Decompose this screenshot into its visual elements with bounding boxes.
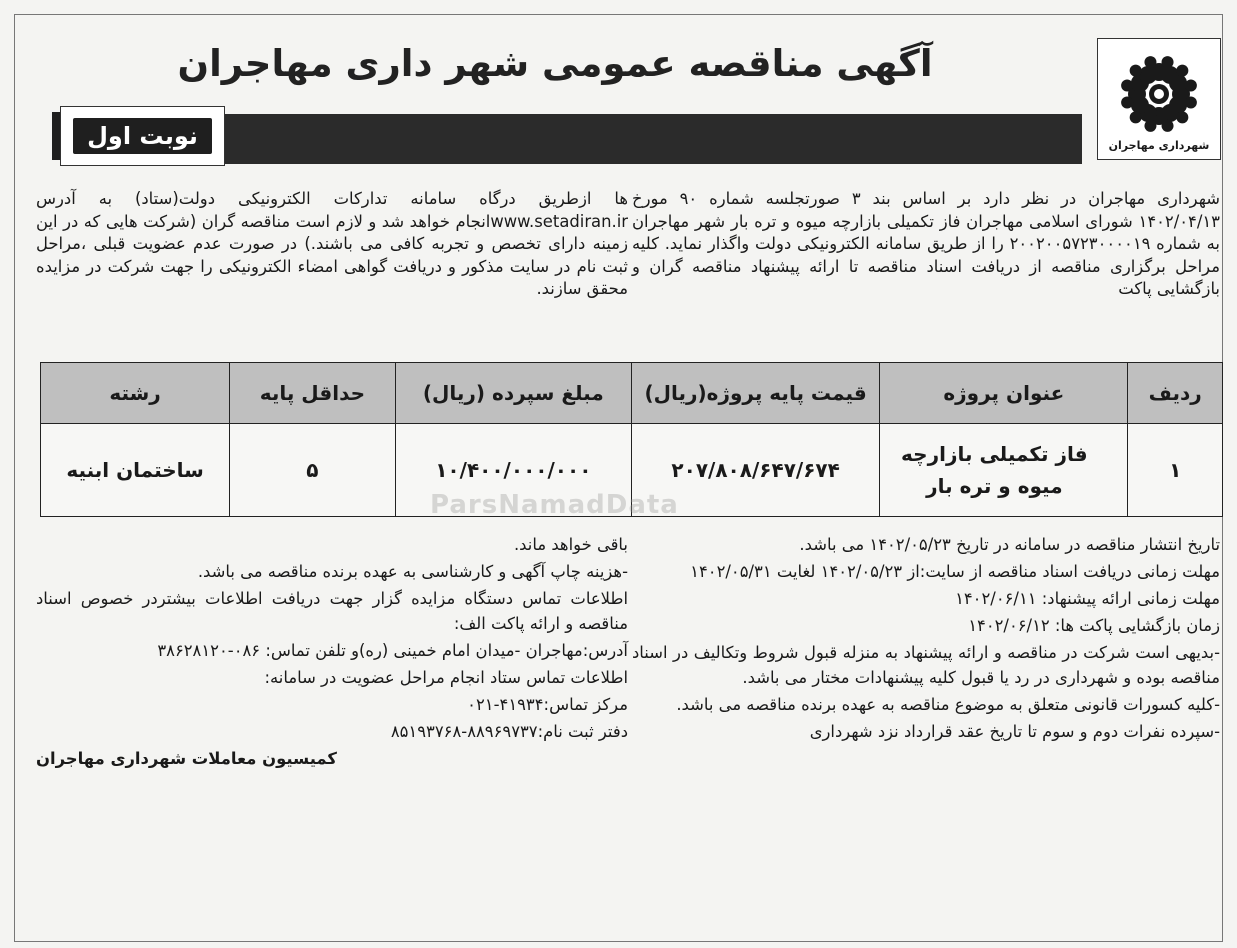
cell-row-number: ۱ xyxy=(1128,424,1223,517)
contact-address: آدرس:مهاجران -میدان امام خمینی (ره)و تلفن تماس: ۰۸۶-۳۸۶۲۸۱۲۰ xyxy=(157,641,628,660)
logo-petal xyxy=(1169,74,1187,92)
note-acceptance: -بدیهی است شرکت در مناقصه و ارائه پیشنهاد به منزله قبول شروط وتکالیف در اسناد مناقصه بوده و شهرداری در رد یا قبول کلیه پیشنهادات مختار می باشد. xyxy=(632,643,1220,687)
flower-emblem-icon xyxy=(1116,51,1202,137)
cell-project-title: فاز تکمیلی بازارچه میوه و تره بار xyxy=(880,424,1128,517)
logo-outer-petal xyxy=(1185,79,1197,91)
col-header-base-price: قیمت پایه پروژه(ریال) xyxy=(632,363,880,424)
details-right-column xyxy=(632,532,1220,746)
watermark: ParsNamadData xyxy=(430,490,679,520)
col-header-min-grade: حداقل پایه xyxy=(230,363,395,424)
logo-outer-petal xyxy=(1176,65,1188,77)
bid-deadline: مهلت زمانی ارائه پیشنهاد: ۱۴۰۲/۰۶/۱۱ xyxy=(955,589,1220,608)
municipality-logo xyxy=(1097,38,1221,160)
round-badge xyxy=(60,106,225,166)
note-deductions: -کلیه کسورات قانونی متعلق به موضوع مناقصه به عهده برنده مناقصه می باشد. xyxy=(676,695,1220,714)
logo-outer-petal xyxy=(1121,97,1133,109)
note-deposit: -سپرده نفرات دوم و سوم تا تاریخ عقد قرارداد نزد شهرداری xyxy=(809,722,1220,741)
publish-date: تاریخ انتشار مناقصه در سامانه در تاریخ ۱۴۰۲/۰۵/۲۳ می باشد. xyxy=(799,535,1220,554)
logo-outer-petal xyxy=(1144,120,1156,132)
contact-heading: اطلاعات تماس دستگاه مزایده گزار جهت دریافت اطلاعات بیشتردر خصوص اسناد مناقصه و ارائه پاکت الف: xyxy=(36,589,628,633)
logo-caption: شهرداری مهاجران xyxy=(1108,139,1210,152)
opening-date: زمان بازگشایی پاکت ها: ۱۴۰۲/۰۶/۱۲ xyxy=(968,616,1220,635)
table-header-row xyxy=(41,363,1223,424)
logo-outer-petal xyxy=(1130,65,1142,77)
intro-paragraph-left: ها ازطریق درگاه سامانه تدارکات الکترونیکی دولت(ستاد) به آدرس www.setadiran.irانجام خواهد شد و لازم است مناقصه گران (شرکت هایی که در این زمینه دارای تخصص و تجربه کافی می باشند.) در صورت عدم عضویت قبلی ،مراحل ثبت نام در سایت مذکور و دریافت گواهی امضاء الکترونیکی را جهت شرکت در مزایده محقق سازند. xyxy=(36,189,628,298)
note-ad-cost: -هزینه چاپ آگهی و کارشناسی به عهده برنده مناقصه می باشد. xyxy=(197,562,628,581)
logo-outer-petal xyxy=(1144,56,1156,68)
docs-deadline: مهلت زمانی دریافت اسناد مناقصه از سایت:از ۱۴۰۲/۰۵/۲۳ لغایت ۱۴۰۲/۰۵/۳۱ xyxy=(690,562,1220,581)
cell-field: ساختمان ابنیه xyxy=(41,424,230,517)
col-header-deposit: مبلغ سپرده (ریال) xyxy=(395,363,631,424)
logo-outer-petal xyxy=(1130,111,1142,123)
cell-min-grade: ۵ xyxy=(230,424,395,517)
intro-paragraph-right: شهرداری مهاجران در نظر دارد بر اساس بند ۳ صورتجلسه شماره ۹۰ مورخ ۱۴۰۲/۰۴/۱۳ شورای اسلامی مهاجران فاز تکمیلی بازارچه میوه و تره بار شهر مهاجران به شماره ۲۰۰۲۰۰۵۷۲۳۰۰۰۰۱۹ را از طریق سامانه الکترونیکی دولت واگذار نماید. کلیه مراحل برگزاری مناقصه از دریافت اسناد مناقصه تا ارائه پیشنهاد مناقصه گران و بازگشایی پاکت xyxy=(632,189,1221,298)
registration-office: دفتر ثبت نام:۸۸۹۶۹۷۳۷-۸۵۱۹۳۷۶۸ xyxy=(390,722,628,741)
logo-outer-petal xyxy=(1162,56,1174,68)
logo-outer-petal xyxy=(1162,120,1174,132)
title-band xyxy=(222,114,1082,164)
col-header-row-number: ردیف xyxy=(1128,363,1223,424)
logo-outer-petal xyxy=(1121,79,1133,91)
cell-base-price: ۲۰۷/۸۰۸/۶۴۷/۶۷۴ xyxy=(632,424,880,517)
note-deposit-cont: باقی خواهد ماند. xyxy=(513,535,628,554)
signature: کمیسیون معاملات شهرداری مهاجران xyxy=(36,749,337,768)
round-text: نوبت اول xyxy=(73,118,212,154)
col-header-project-title: عنوان پروژه xyxy=(880,363,1128,424)
cell-deposit: ۱۰/۴۰۰/۰۰۰/۰۰۰ xyxy=(395,424,631,517)
logo-outer-petal xyxy=(1185,97,1197,109)
logo-outer-petal xyxy=(1176,111,1188,123)
col-header-field: رشته xyxy=(41,363,230,424)
details-left-column xyxy=(36,532,628,773)
call-center: مرکز تماس:۴۱۹۳۴-۰۲۱ xyxy=(467,695,628,714)
setad-heading: اطلاعات تماس ستاد انجام مراحل عضویت در سامانه: xyxy=(264,668,628,687)
page-title: آگهی مناقصه عمومی شهر داری مهاجران xyxy=(177,42,933,85)
